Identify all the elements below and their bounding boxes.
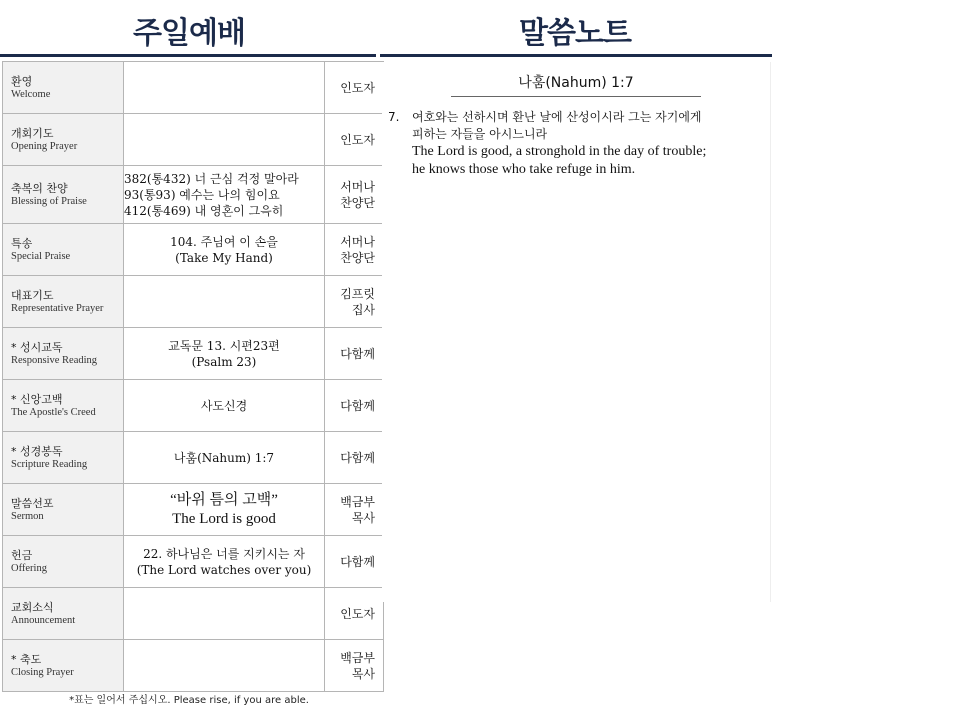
verse-block [382,109,770,179]
item-ko: * 성경봉독 [11,444,63,458]
verse-number: 7. [388,110,400,124]
item-detail-cell [124,166,325,224]
item-detail-cell [124,276,325,328]
item-leader: 다함께 [325,432,384,484]
hymn-line: 382(통432) 너 근심 걱정 말아라 [124,171,299,186]
order-row-representative-prayer [3,276,384,328]
sermon-title: “바위 틈의 고백” [170,491,278,508]
order-of-worship-table [2,61,384,692]
sermon-notes-panel [382,62,771,602]
item-detail-cell [124,640,325,692]
item-detail-cell [124,114,325,166]
verse-body [412,109,770,179]
item-en: Announcement [11,614,76,626]
item-ko: 대표기도 [11,288,54,302]
item-name-cell [3,484,124,536]
item-ko: 축복의 찬양 [11,181,68,195]
order-row-special-praise [3,224,384,276]
hymn-line: 412(통469) 내 영혼이 그윽히 [124,203,284,218]
order-row-apostles-creed [3,380,384,432]
item-leader: 다함께 [325,328,384,380]
rise-footnote: *표는 일어서 주십시오. Please rise, if you are able. [69,695,309,706]
sermon-subtitle: The Lord is good [172,510,276,527]
sermon-notes-title: 말씀노트 [519,16,631,51]
left-title-rule [0,54,376,57]
item-en: Special Praise [11,250,71,262]
item-ko: * 축도 [11,652,42,666]
item-name-cell [3,588,124,640]
item-name-cell [3,640,124,692]
item-name-cell [3,166,124,224]
item-en: Closing Prayer [11,666,74,678]
verse-english-line: he knows those who take refuge in him. [412,162,636,177]
item-name-cell [3,536,124,588]
order-row-closing-prayer [3,640,384,692]
item-leader: 인도자 [325,588,384,640]
item-detail-cell [124,380,325,432]
item-leader: 다함께 [325,536,384,588]
detail-line: (Take My Hand) [175,250,273,265]
detail-line: 22. 하나님은 너를 지키시는 자 [143,546,305,561]
item-leader: 백금부 목사 [325,640,384,692]
item-en: Opening Prayer [11,140,78,152]
item-detail-cell [124,62,325,114]
item-ko: 환영 [11,74,33,88]
item-ko: * 성시교독 [11,340,63,354]
item-en: Sermon [11,510,44,522]
order-row-scripture-reading [3,432,384,484]
detail-line: (The Lord watches over you) [136,562,312,577]
item-en: Scripture Reading [11,458,88,470]
hymn-line: 93(통93) 예수는 나의 힘이요 [124,187,280,202]
item-detail-cell [124,432,325,484]
right-title-rule [380,54,772,57]
detail-line: 교독문 13. 시편23편 [168,338,280,353]
item-name-cell [3,114,124,166]
item-leader: 서머나 찬양단 [325,166,384,224]
item-name-cell [3,432,124,484]
verse-english-line: The Lord is good, a stronghold in the day of trouble; [412,144,707,159]
item-detail-cell [124,484,325,536]
item-en: Offering [11,562,47,574]
item-en: Responsive Reading [11,354,98,366]
item-name-cell [3,224,124,276]
detail-line: 104. 주님여 이 손을 [170,234,278,249]
item-en: The Apostle's Creed [11,406,96,418]
order-row-blessing-of-praise [3,166,384,224]
order-row-opening-prayer [3,114,384,166]
item-name-cell [3,62,124,114]
item-leader: 김프릿 집사 [325,276,384,328]
item-en: Blessing of Praise [11,195,87,207]
detail-line: (Psalm 23) [191,354,257,369]
item-name-cell [3,276,124,328]
item-detail-cell [124,224,325,276]
worship-title: 주일예배 [133,16,245,51]
order-row-announcement [3,588,384,640]
order-row-responsive-reading [3,328,384,380]
item-leader: 인도자 [325,114,384,166]
item-ko: 말씀선포 [11,496,54,510]
verse-korean-line: 여호와는 선하시며 환난 날에 산성이시라 그는 자기에게 [412,110,702,124]
item-ko: 헌금 [11,548,33,562]
item-ko: * 신앙고백 [11,392,63,406]
item-detail-cell [124,536,325,588]
item-name-cell [3,328,124,380]
detail-line: 나훔(Nahum) 1:7 [173,450,275,465]
item-detail-cell [124,328,325,380]
item-en: Representative Prayer [11,302,104,314]
item-leader: 서머나 찬양단 [325,224,384,276]
item-name-cell [3,380,124,432]
detail-line: 사도신경 [200,398,248,413]
order-row-sermon [3,484,384,536]
order-row-welcome [3,62,384,114]
item-leader: 백금부 목사 [325,484,384,536]
item-en: Welcome [11,88,51,100]
passage-reference: 나훔(Nahum) 1:7 [518,75,634,91]
item-detail-cell [124,588,325,640]
item-ko: 특송 [11,236,33,250]
order-row-offering [3,536,384,588]
verse-korean-line: 피하는 자들을 아시느니라 [412,127,548,141]
passage-divider [451,96,701,97]
item-ko: 교회소식 [11,600,54,614]
item-leader: 인도자 [325,62,384,114]
item-leader: 다함께 [325,380,384,432]
item-ko: 개회기도 [11,126,54,140]
